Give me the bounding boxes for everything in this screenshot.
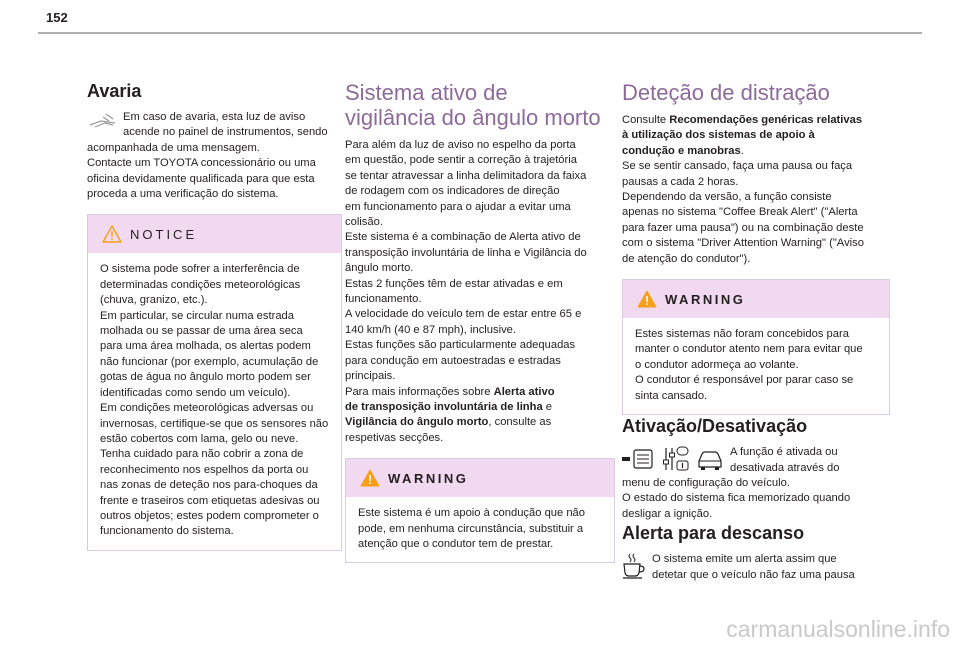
- warning-header: [346, 459, 614, 497]
- notice-title: NOTICE: [130, 226, 198, 242]
- notice-header: [88, 215, 341, 253]
- blind-spot-warning-icon: [87, 111, 117, 131]
- warning-box-blind-spot: [345, 458, 615, 563]
- activation-heading: Ativação/Desativação: [622, 416, 808, 437]
- blind-spot-text: Para além da luz de aviso no espelho da porta em questão, pode sentir a correção à trajetória se tentar atravessar a linha delimitadora da faixa de rodagem com os indicadores de direção em funcionamento para o ajudar a evitar uma colisão. Este sistema é a combinação de Alerta ativo de transposição involuntária de linha e Vigilância do ângulo morto. Estas 2 funções têm de estar ativadas e em funcionamento. A velocidade do veículo tem de estar entre 65 e 140 km/h (40 e 87 mph), inclusive. Estas funções são particularmente adequadas para condução em autoestradas e estradas principais. Para mais informações sobre Alerta ativo de transposição involuntária de linha e Vigilância do ângulo morto, consulte as respetivas secções.: [345, 139, 587, 444]
- activation-section: [622, 445, 890, 522]
- notice-box: [87, 214, 342, 550]
- link-text-blind-spot: Vigilância do ângulo morto: [345, 416, 489, 429]
- column-distraction: [622, 80, 890, 583]
- warning-body: [623, 318, 889, 414]
- avaria-intro: [87, 110, 342, 202]
- rest-alert-heading: Alerta para descanso: [622, 523, 805, 544]
- coffee-cup-icon: [622, 553, 646, 579]
- link-text-recommendations: Recomendações genéricas relativas: [669, 114, 863, 126]
- header-rule: [38, 32, 922, 34]
- warning-triangle-icon: [637, 290, 657, 308]
- distraction-text: Consulte Recomendações genéricas relativas à utilização dos sistemas de apoio à condução e manobras. Se se sentir cansado, faça uma pausa ou faça pausas a cada 2 horas. Dependendo da versão, a função consiste apenas no sistema "Coffee Break Alert" ("Alerta para fazer uma pausa") ou na combinação deste com o sistema "Driver Attention Warning" ("Aviso de atenção do condutor").: [622, 114, 864, 265]
- warning-box-distraction: [622, 279, 890, 415]
- warning-body: [346, 497, 614, 562]
- warning-text: Estes sistemas não foram concebidos para manter o condutor atento nem para evitar que o condutor adormeça ao volante. O condutor é responsável por parar caso se sinta cansado.: [635, 328, 863, 402]
- car-icon: [696, 446, 724, 472]
- activation-icons: [622, 446, 724, 472]
- distraction-heading: Deteção de distração: [622, 80, 830, 105]
- activation-text: A função é ativada ou desativada através do menu de configuração do veículo. O estado do sistema fica memorizado quando desligar a ignição.: [622, 446, 851, 520]
- settings-icon: [662, 446, 690, 472]
- watermark: carmanualsonline.info: [726, 616, 950, 642]
- blind-spot-heading: Sistema ativo de vigilância do ângulo morto: [345, 80, 601, 130]
- rest-alert-text: O sistema emite um alerta assim que detetar que o veículo não faz uma pausa: [652, 553, 855, 581]
- rest-alert-section: [622, 552, 890, 583]
- notice-text: O sistema pode sofrer a interferência de determinadas condições meteorológicas (chuva, granizo, etc.). Em particular, se circular numa estrada molhada ou se passar de uma área seca para uma área molhada, os alertas podem não funcionar (por exemplo, acumulação de gotas de água no ângulo morto podem ser identificadas como sendo um veículo). Em condições meteorológicas adversas ou invernosas, certifique-se que os sensores não estão cobertos com lama, gelo ou neve. Tenha cuidado para não cobrir a zona de reconhecimento nos espelhos da porta ou nas zonas de deteção nos para-choques da frente e traseiros com etiquetas adesivas ou outros objetos; estes podem comprometer o funcionamento do sistema.: [100, 263, 329, 538]
- warning-header: [623, 280, 889, 318]
- menu-icon: [622, 446, 656, 472]
- page-number: 152: [46, 10, 68, 25]
- column-avaria: [87, 80, 342, 551]
- warning-title: WARNING: [388, 470, 469, 486]
- column-blind-spot: [345, 80, 615, 563]
- warning-triangle-icon: [360, 469, 380, 487]
- notice-body: [88, 253, 341, 549]
- warning-text: Este sistema é um apoio à condução que não pode, em nenhuma circunstância, substituir a atenção que o condutor tem de prestar.: [358, 507, 586, 550]
- avaria-text: Em caso de avaria, esta luz de aviso acende no painel de instrumentos, sendo acompanhada de uma mensagem. Contacte um TOYOTA concessionário ou uma oficina devidamente qualificada para que esta proceda a uma verificação do sistema.: [87, 111, 328, 201]
- avaria-heading: Avaria: [87, 81, 142, 101]
- link-text-lane-alert: Alerta ativo: [493, 385, 555, 398]
- warning-title: WARNING: [665, 291, 746, 307]
- warning-triangle-icon: [102, 225, 122, 243]
